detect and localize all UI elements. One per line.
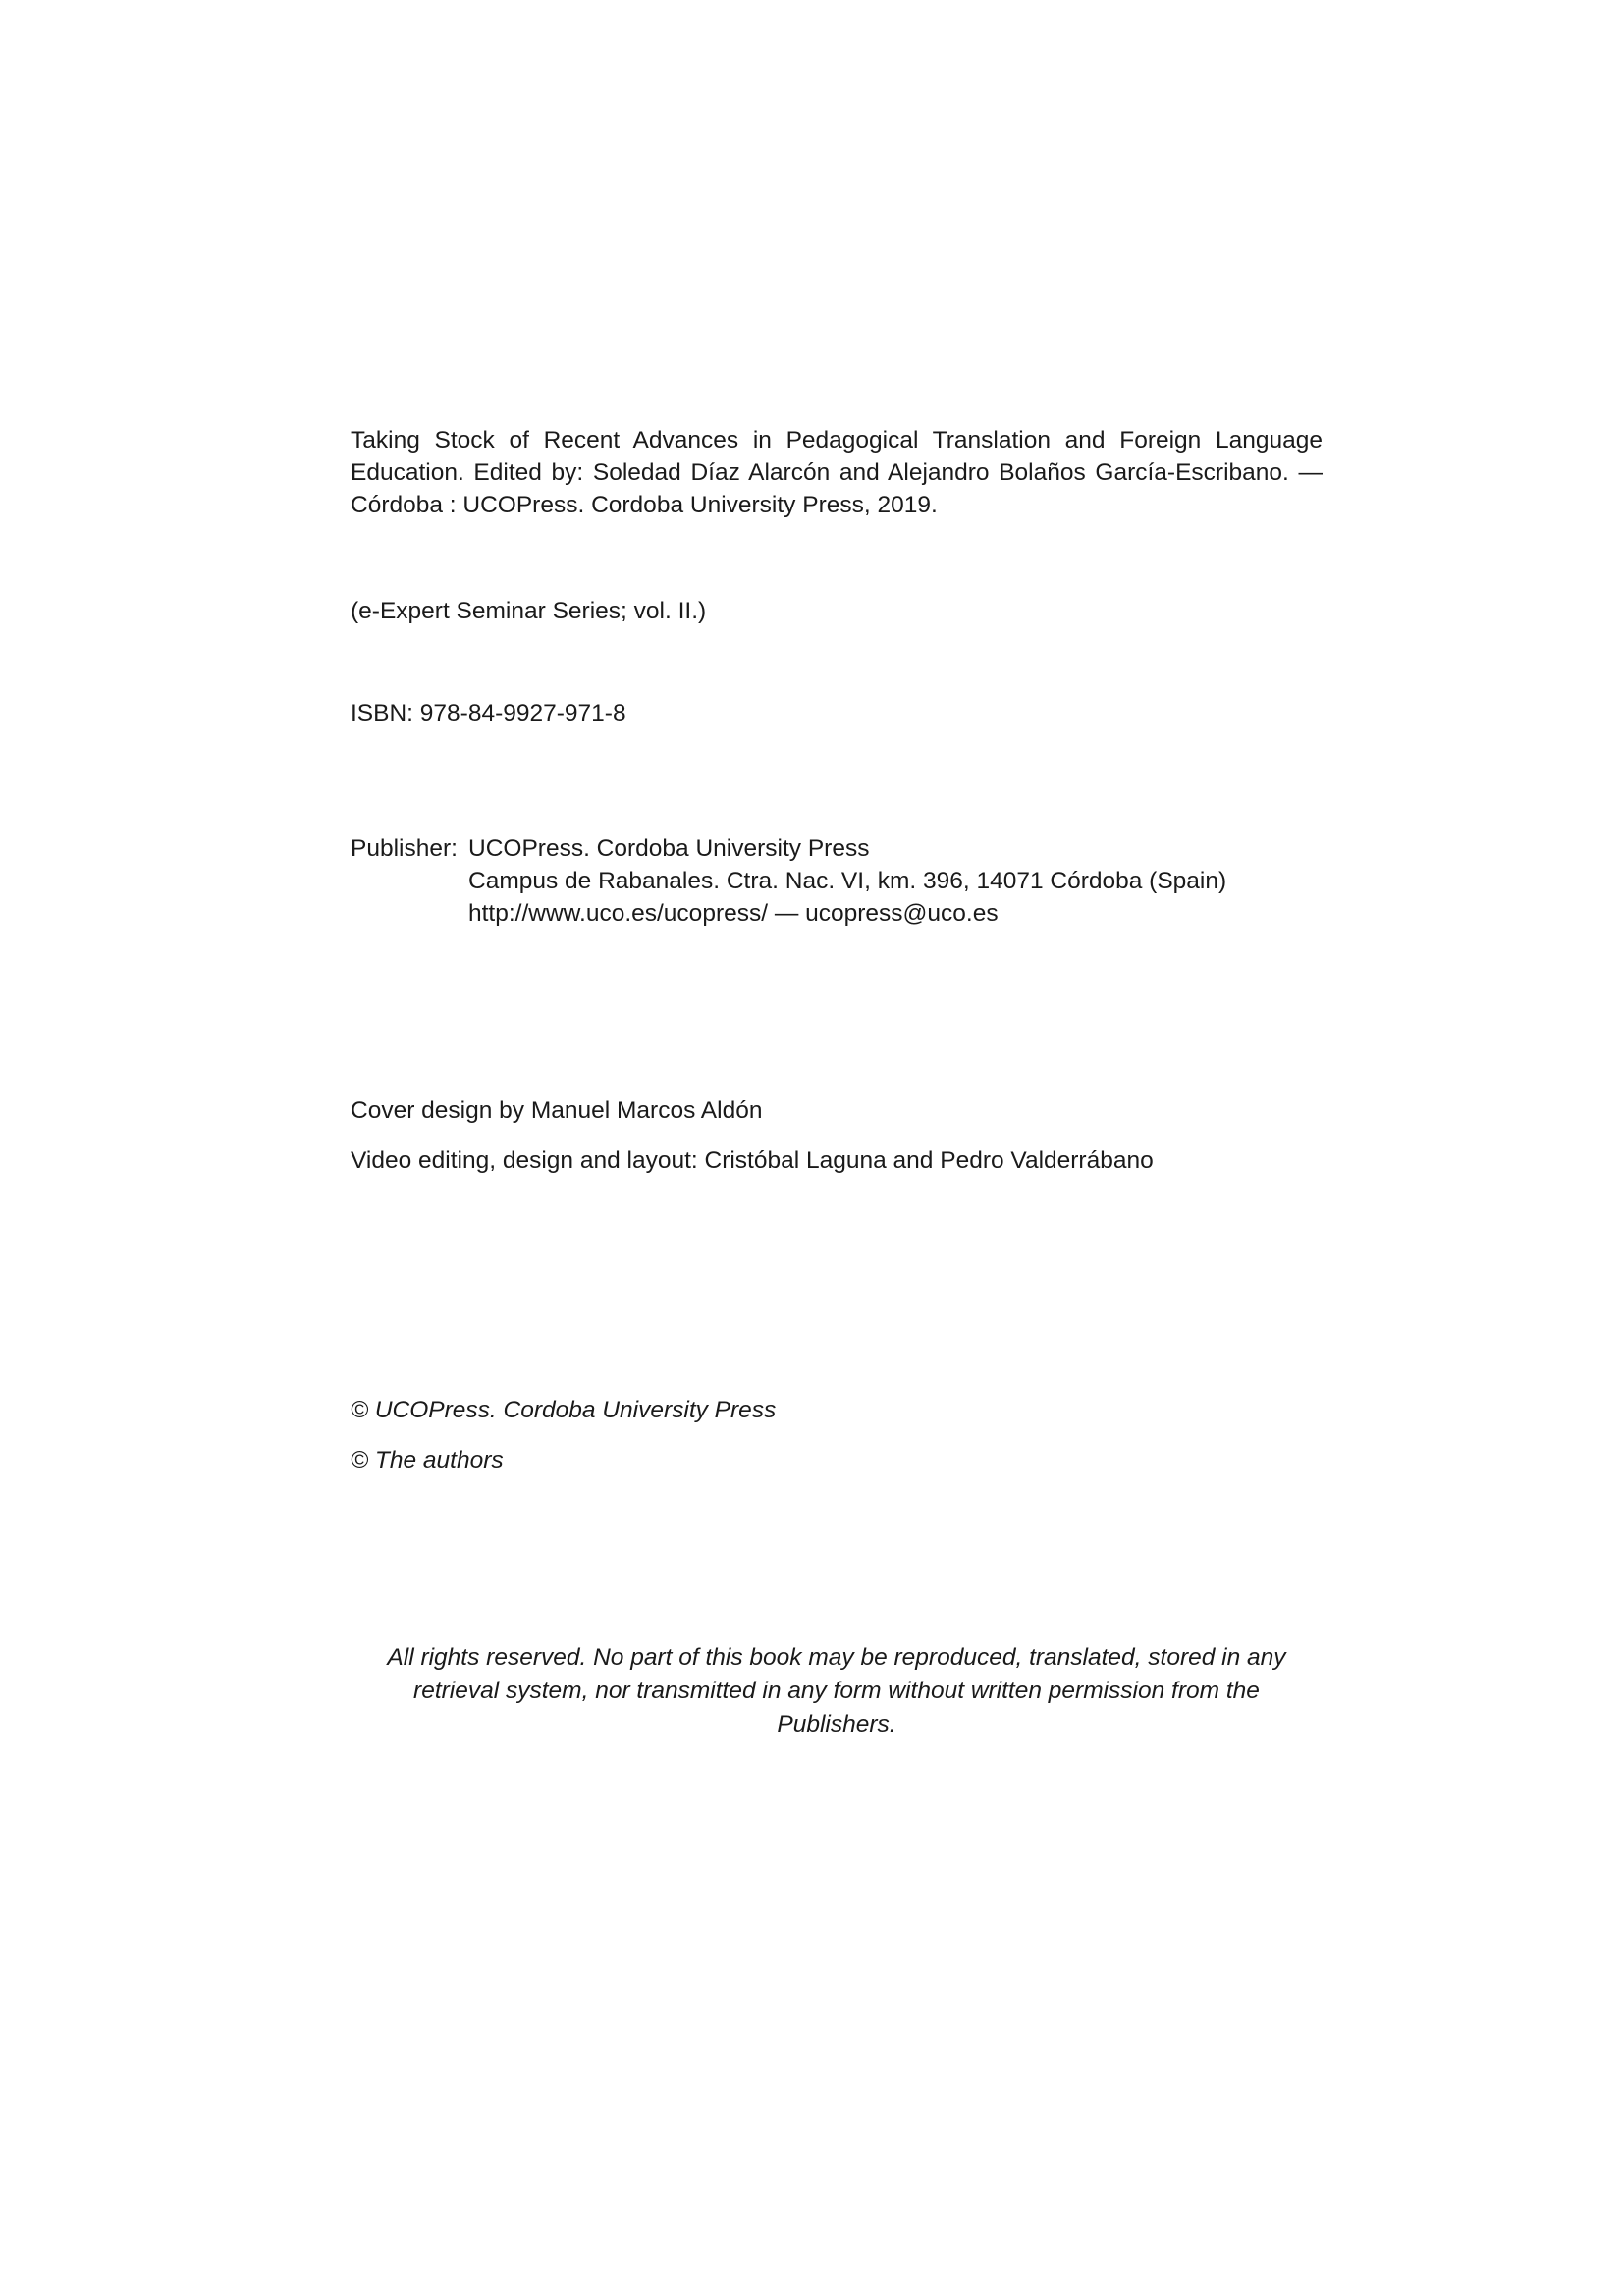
copyright-press: © UCOPress. Cordoba University Press xyxy=(351,1397,777,1423)
bibliographic-citation xyxy=(351,424,1323,521)
video-editing-credit: Video editing, design and layout: Cristóbal Laguna and Pedro Valderrábano xyxy=(351,1148,1154,1174)
copyright-authors: © The authors xyxy=(351,1447,504,1473)
citation-line-2: Education. Edited by: Soledad Díaz Alarcón and Alejandro Bolaños García-Escribano. — xyxy=(351,459,1323,486)
citation-line-3: Córdoba : UCOPress. Cordoba University Press, 2019. xyxy=(351,492,938,518)
rights-line-3: Publishers. xyxy=(777,1711,896,1737)
publisher-row xyxy=(351,832,1323,865)
publisher-contact: http://www.uco.es/ucopress/ — ucopress@uco.es xyxy=(468,900,999,927)
rights-reserved-notice xyxy=(351,1641,1323,1741)
publisher-info xyxy=(351,832,1323,930)
publisher-address: Campus de Rabanales. Ctra. Nac. VI, km. 396, 14071 Córdoba (Spain) xyxy=(468,868,1227,894)
series-note: (e-Expert Seminar Series; vol. II.) xyxy=(351,598,707,624)
rights-line-1: All rights reserved. No part of this book may be reproduced, translated, stored in any xyxy=(387,1644,1286,1671)
citation-line-1: Taking Stock of Recent Advances in Pedagogical Translation and Foreign Language xyxy=(351,427,1323,454)
publisher-name: UCOPress. Cordoba University Press xyxy=(468,835,870,862)
publisher-label: Publisher: xyxy=(351,835,458,862)
cover-design-credit: Cover design by Manuel Marcos Aldón xyxy=(351,1097,763,1124)
rights-line-2: retrieval system, nor transmitted in any form without written permission from the xyxy=(413,1678,1260,1704)
isbn: ISBN: 978-84-9927-971-8 xyxy=(351,700,626,726)
